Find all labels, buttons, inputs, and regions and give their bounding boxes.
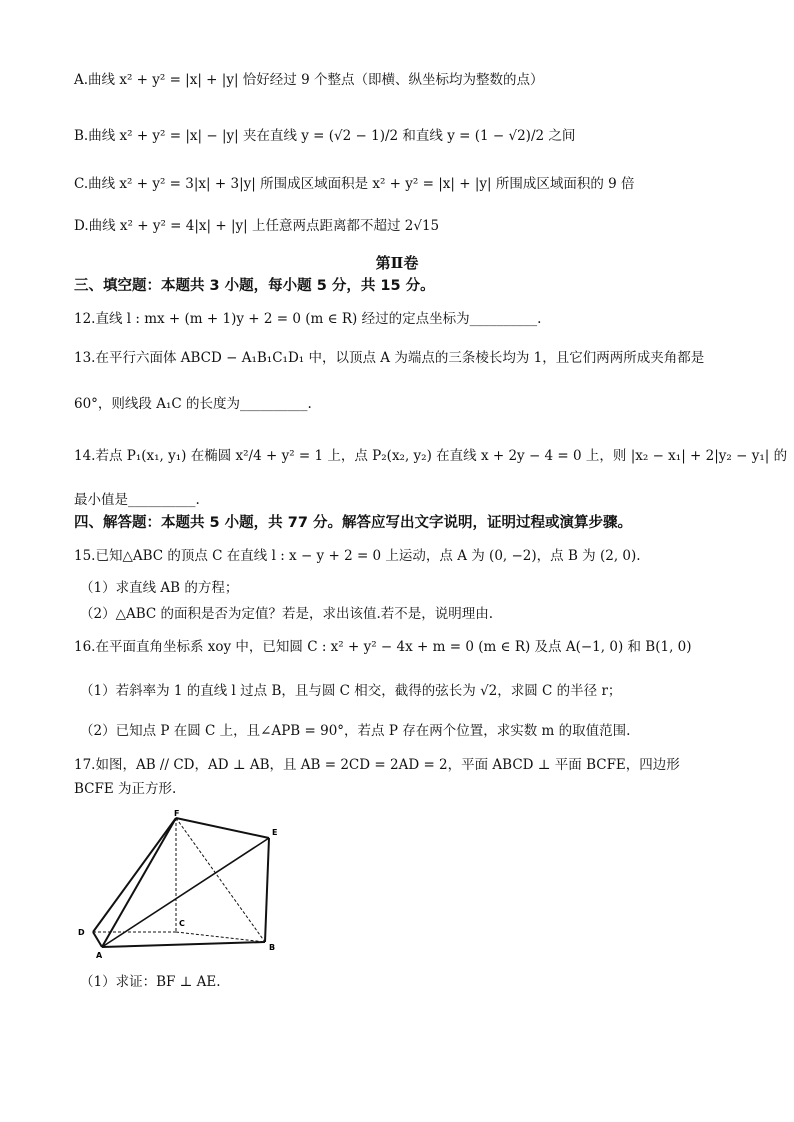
label-b: B [269,943,276,952]
label-e: E [272,828,278,837]
question-17-line2: BCFE 为正方形. [74,781,177,797]
edge-fb [176,818,265,942]
option-d: D.曲线 x² + y² = 4|x| + |y| 上任意两点距离都不超过 2√15 [74,218,440,234]
question-17-line1: 17.如图，AB // CD，AD ⊥ AB，且 AB = 2CD = 2AD = 2，平面 ABCD ⊥ 平面 BCFE，四边形 [74,757,680,773]
label-f: F [174,809,180,818]
question-16-part1: （1）若斜率为 1 的直线 l 过点 B，且与圆 C 相交，截得的弦长为 √2，求圆 C 的半径 r； [80,683,622,699]
question-15: 15.已知△ABC 的顶点 C 在直线 l : x − y + 2 = 0 上运动，点 A 为 (0, −2)，点 B 为 (2, 0). [74,548,641,564]
question-15-part2: （2）△ABC 的面积是否为定值？若是，求出该值.若不是，说明理由. [80,606,494,622]
question-13-line2: 60°，则线段 A₁C 的长度为__________. [74,396,312,412]
geometry-figure [72,808,292,960]
edge-fd [93,818,176,932]
edge-ae [102,838,269,947]
option-b: B.曲线 x² + y² = |x| − |y| 夹在直线 y = (√2 − 1)/2 和直线 y = (1 − √2)/2 之间 [74,128,576,144]
section-title: 第Ⅱ卷 [375,254,419,272]
question-16: 16.在平面直角坐标系 xoy 中，已知圆 C : x² + y² − 4x + m = 0 (m ∈ R) 及点 A(−1, 0) 和 B(1, 0) [74,639,692,655]
edge-ab [102,942,265,947]
option-c: C.曲线 x² + y² = 3|x| + 3|y| 所围成区域面积是 x² + y² = |x| + |y| 所围成区域面积的 9 倍 [74,176,635,192]
question-14-line2: 最小值是__________. [74,492,200,508]
option-a: A.曲线 x² + y² = |x| + |y| 恰好经过 9 个整点（即横、纵坐标均为整数的点） [74,72,544,88]
label-a: A [96,951,103,960]
edge-da [93,932,102,947]
question-16-part2: （2）已知点 P 在圆 C 上，且∠APB = 90°，若点 P 存在两个位置，求实数 m 的取值范围. [80,723,631,739]
edge-fa [102,818,176,947]
edge-cb [176,932,265,942]
edge-eb [265,838,269,942]
question-15-part1: （1）求直线 AB 的方程； [80,580,239,596]
part3-heading: 三、填空题：本题共 3 小题，每小题 5 分，共 15 分。 [74,278,435,294]
question-14-line1: 14.若点 P₁(x₁, y₁) 在椭圆 x²/4 + y² = 1 上，点 P₂(x₂, y₂) 在直线 x + 2y − 4 = 0 上，则 |x₂ − x₁| + 2|y₂ − y₁| 的 [74,448,788,464]
label-d: D [78,928,85,937]
question-12: 12.直线 l : mx + (m + 1)y + 2 = 0 (m ∈ R) 经过的定点坐标为__________. [74,311,542,327]
question-17-part1: （1）求证：BF ⊥ AE. [80,974,221,990]
label-c: C [179,919,185,928]
part4-heading: 四、解答题：本题共 5 小题，共 77 分。解答应写出文字说明，证明过程或演算步骤。 [74,515,632,531]
edge-fe [176,818,269,838]
question-13-line1: 13.在平行六面体 ABCD − A₁B₁C₁D₁ 中，以顶点 A 为端点的三条棱长均为 1，且它们两两所成夹角都是 [74,350,705,366]
